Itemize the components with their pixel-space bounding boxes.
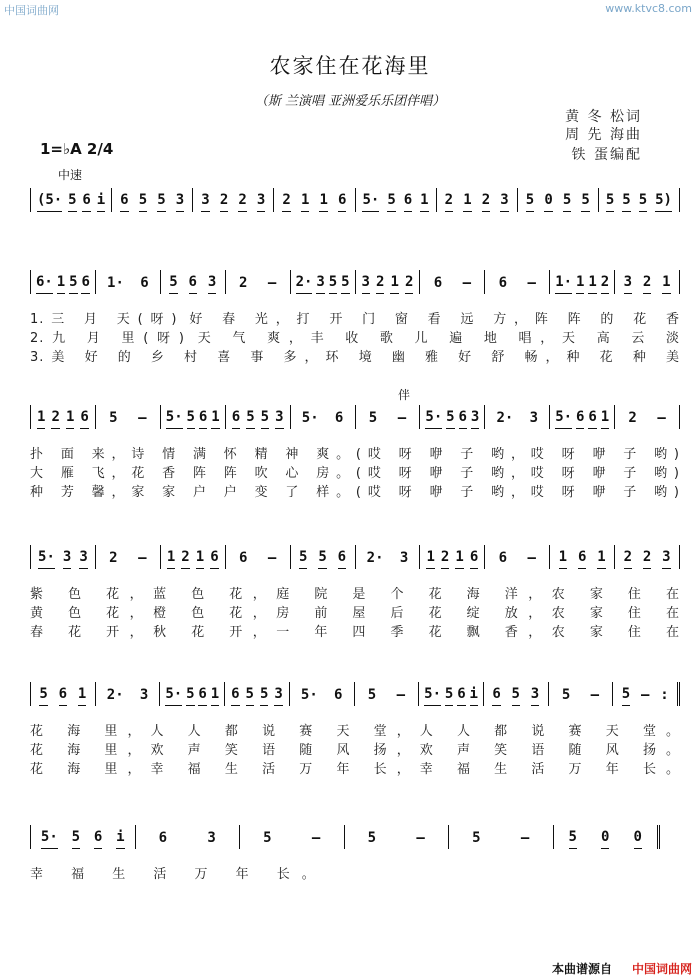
note: 1 <box>319 192 327 212</box>
note: 3 <box>257 192 265 212</box>
measure <box>31 825 136 849</box>
note: – <box>527 275 536 291</box>
note: i <box>97 192 105 212</box>
tempo-marking: 中速 <box>58 168 83 182</box>
lyric-line <box>30 720 680 739</box>
note: 5 <box>581 192 589 212</box>
note: 5 <box>367 687 377 703</box>
note: 1 <box>57 274 65 294</box>
note: 1 <box>167 549 175 569</box>
measure <box>485 405 550 429</box>
measure <box>240 825 345 849</box>
note: 5· <box>555 409 572 429</box>
measure <box>420 545 485 569</box>
measure <box>355 682 420 706</box>
note: 2 <box>405 274 413 294</box>
note: 3 <box>275 409 283 429</box>
note: 2 <box>445 192 453 212</box>
note: 6 <box>231 686 239 706</box>
note: 6 <box>578 549 586 569</box>
key-signature: 1=♭A 2/4 <box>40 140 114 158</box>
lyric-text: 1.三 月 天(呀) 好 春 光，打 开 门 窗 看 远 方，阵 阵 的 花 香 <box>30 312 680 327</box>
note: 2· <box>366 550 384 566</box>
measure <box>615 270 680 294</box>
note: 5 <box>72 829 80 849</box>
lyric-text: 紫 色 花，蓝 色 花，庭 院 是 个 花 海 洋，农 家 住 在 <box>30 587 680 602</box>
note: 1 <box>597 549 605 569</box>
note: 1 <box>211 686 219 706</box>
note: 3 <box>471 409 479 429</box>
credit-arranger: 铁 蛋编配 <box>571 147 642 163</box>
note: 1 <box>301 192 309 212</box>
note: 3 <box>399 550 409 566</box>
lyric-text: 花 海 里，人 人 都 说 赛 天 堂，人 人 都 说 赛 天 堂。 <box>30 724 680 739</box>
note: 6 <box>498 275 508 291</box>
lyric-line <box>30 602 680 621</box>
note: 5 <box>109 410 118 426</box>
measure <box>613 682 680 706</box>
measure <box>193 188 274 212</box>
measure <box>419 682 484 706</box>
note: (5· <box>37 192 62 212</box>
note: – <box>311 830 321 846</box>
notation-line <box>30 825 660 849</box>
note: 1 <box>455 549 463 569</box>
note: 2 <box>238 192 246 212</box>
note: 2 <box>482 192 490 212</box>
note: 6 <box>338 549 346 569</box>
note: 6 <box>80 409 88 429</box>
note: 2 <box>238 275 248 291</box>
note: 1 <box>390 274 398 294</box>
measure <box>550 405 615 429</box>
measure <box>274 188 355 212</box>
note: 1· <box>107 275 124 291</box>
note: 1 <box>196 549 204 569</box>
note: – <box>267 550 277 566</box>
note: 6 <box>82 192 90 212</box>
note: 2 <box>628 410 637 426</box>
note: – <box>396 687 405 703</box>
note: – <box>397 410 407 426</box>
lyric-line <box>30 308 680 327</box>
note: – <box>416 830 425 846</box>
measure <box>112 188 193 212</box>
note: 2 <box>643 274 651 294</box>
note: – <box>640 687 650 703</box>
lyric-line <box>30 863 660 882</box>
note: 6 <box>459 409 467 429</box>
note: 5 <box>246 686 254 706</box>
note: 2 <box>376 274 384 294</box>
note: 3 <box>316 274 324 294</box>
note: i <box>470 686 478 706</box>
note: 5 <box>387 192 395 212</box>
note: 3 <box>207 830 216 846</box>
lyric-text: 黄 色 花，橙 色 花，房 前 屋 后 花 绽 放，农 家 住 在 <box>30 606 680 621</box>
note: 6 <box>232 409 240 429</box>
notation-line <box>30 545 680 569</box>
measure <box>161 270 226 294</box>
note: 5 <box>139 192 147 212</box>
measure <box>554 825 661 849</box>
note: 5 <box>187 409 195 429</box>
note: 6 <box>498 550 508 566</box>
note: – <box>267 275 277 291</box>
note: 1 <box>420 192 428 212</box>
measure <box>345 825 450 849</box>
note: 5 <box>446 409 454 429</box>
note: 3 <box>662 549 670 569</box>
measure <box>356 188 437 212</box>
lyric-text: 3.美 好 的 乡 村 喜 事 多，环 境 幽 雅 好 舒 畅，种 花 种 美 <box>30 350 680 365</box>
note: 1 <box>211 409 219 429</box>
note: : <box>660 687 669 703</box>
lyric-line <box>30 621 680 640</box>
lyric-text: 扑 面 来，诗 情 满 怀 精 神 爽。(哎 呀 咿 子 哟，哎 呀 咿 子 哟) <box>30 447 680 462</box>
note: 5 <box>367 830 377 846</box>
measure <box>226 545 291 569</box>
note: 6 <box>158 830 168 846</box>
measure <box>225 682 290 706</box>
measure <box>160 682 225 706</box>
measure <box>356 270 421 294</box>
note: 5 <box>69 274 77 294</box>
lyric-line <box>30 758 680 777</box>
note: 6 <box>198 686 206 706</box>
measure <box>599 188 680 212</box>
note: 2 <box>181 549 189 569</box>
measure <box>31 545 96 569</box>
lyric-text: 幸 福 生 活 万 年 长。 <box>30 867 327 882</box>
note: 3 <box>208 274 216 294</box>
notation-line <box>30 188 680 212</box>
lyric-line <box>30 462 680 481</box>
measure <box>291 405 356 429</box>
measure <box>420 270 485 294</box>
note: 0 <box>544 192 552 212</box>
note: 6 <box>470 549 478 569</box>
note: – <box>138 410 147 426</box>
measure <box>356 545 421 569</box>
note: 6 <box>140 275 149 291</box>
note: 1· <box>555 274 572 294</box>
note: 3 <box>176 192 184 212</box>
note: 6 <box>334 410 344 426</box>
note: 5 <box>263 830 272 846</box>
note: 2 <box>441 549 449 569</box>
note: 3 <box>201 192 209 212</box>
measure <box>31 682 96 706</box>
note: 5 <box>157 192 165 212</box>
lyric-line <box>30 346 680 365</box>
note: 2 <box>109 550 118 566</box>
note: 3 <box>274 686 282 706</box>
notation-line <box>30 270 680 294</box>
note: 5· <box>41 829 58 849</box>
note: 5 <box>512 686 520 706</box>
note: 0 <box>601 829 609 849</box>
note: 5· <box>425 409 442 429</box>
watermark-left: 中国词曲网 <box>4 4 59 17</box>
note: 2· <box>496 410 514 426</box>
measure <box>549 682 614 706</box>
note: 6 <box>94 829 102 849</box>
measure <box>161 405 226 429</box>
song-subtitle: （斯 兰演唱 亚洲爱乐乐团伴唱） <box>254 94 446 109</box>
note: 6 <box>492 686 500 706</box>
lyric-text: 花 海 里，欢 声 笑 语 随 风 扬，欢 声 笑 语 随 风 扬。 <box>30 743 680 758</box>
note: 6 <box>238 550 248 566</box>
note: 5 <box>622 192 630 212</box>
measure <box>226 405 291 429</box>
note: 6· <box>36 274 53 294</box>
accompaniment-label: 伴 <box>398 388 411 402</box>
note: 2 <box>624 549 632 569</box>
note: 5 <box>246 409 254 429</box>
note: 5 <box>186 686 194 706</box>
note: 6 <box>433 275 443 291</box>
note: 1 <box>426 549 434 569</box>
watermark-right: www.ktvc8.com <box>605 2 692 15</box>
note: 6 <box>189 274 197 294</box>
note: 5 <box>261 409 269 429</box>
note: 5 <box>526 192 534 212</box>
note: 3 <box>500 192 508 212</box>
notation-line <box>30 682 680 706</box>
note: 1 <box>78 686 86 706</box>
measure <box>485 545 550 569</box>
note: 0 <box>634 829 642 849</box>
note: 5 <box>472 830 481 846</box>
measure <box>96 682 161 706</box>
note: 2· <box>296 274 313 294</box>
note: 6 <box>404 192 412 212</box>
note: 1 <box>463 192 471 212</box>
measure <box>31 270 96 294</box>
note: 2· <box>106 687 124 703</box>
note: 6 <box>199 409 207 429</box>
note: 2 <box>282 192 290 212</box>
measure <box>291 270 356 294</box>
footer-source-label: 本曲谱源自 <box>552 962 613 976</box>
note: 5 <box>606 192 614 212</box>
measure <box>31 405 96 429</box>
note: 2 <box>51 409 59 429</box>
note: 5 <box>569 829 577 849</box>
note: 1 <box>37 409 45 429</box>
lyric-text: 花 海 里，幸 福 生 活 万 年 长，幸 福 生 活 万 年 长。 <box>30 762 680 777</box>
note: – <box>520 830 530 846</box>
measure <box>136 825 241 849</box>
measure <box>96 405 161 429</box>
note: 5· <box>166 409 183 429</box>
note: 5 <box>561 687 571 703</box>
note: 5· <box>301 410 319 426</box>
note: 5· <box>362 192 379 212</box>
measure <box>96 545 161 569</box>
song-title: 农家住在花海里 <box>269 54 431 78</box>
note: 5 <box>368 410 378 426</box>
note: 1 <box>588 274 596 294</box>
measure <box>161 545 226 569</box>
measure <box>550 545 615 569</box>
note: 1 <box>559 549 567 569</box>
note: 1 <box>601 409 609 429</box>
lyric-text: 2.九 月 里(呀) 天 气 爽，丰 收 歌 儿 遍 地 唱，天 高 云 淡 <box>30 331 680 346</box>
note: 3 <box>529 410 539 426</box>
note: 1 <box>576 274 584 294</box>
note: 5· <box>424 686 441 706</box>
note: 2 <box>601 274 609 294</box>
note: 5 <box>318 549 326 569</box>
measure <box>291 545 356 569</box>
note: i <box>116 829 124 849</box>
note: 5 <box>445 686 453 706</box>
note: 6 <box>576 409 584 429</box>
lyric-text: 春 花 开，秋 花 开，一 年 四 季 花 飘 香，农 家 住 在 <box>30 625 680 640</box>
note: 3 <box>139 687 149 703</box>
measure <box>485 270 550 294</box>
note: 6 <box>120 192 128 212</box>
note: – <box>590 687 600 703</box>
note: 5· <box>300 687 318 703</box>
lyric-line <box>30 739 680 758</box>
lyric-line <box>30 583 680 602</box>
measure <box>484 682 549 706</box>
note: 5 <box>329 274 337 294</box>
measure <box>449 825 554 849</box>
lyric-line <box>30 327 680 346</box>
credit-composer: 周 先 海曲 <box>565 127 642 143</box>
lyric-text: 种 芳 馨，家 家 户 户 变 了 样。(哎 呀 咿 子 哟，哎 呀 咿 子 哟) <box>30 485 680 500</box>
measure <box>518 188 599 212</box>
lyric-line <box>30 481 680 500</box>
measure <box>615 405 680 429</box>
note: 2 <box>220 192 228 212</box>
note: – <box>657 410 666 426</box>
measure <box>96 270 161 294</box>
lyric-line <box>30 443 680 462</box>
note: 5 <box>299 549 307 569</box>
note: 3 <box>362 274 370 294</box>
note: 3 <box>624 274 632 294</box>
note: 6 <box>59 686 67 706</box>
note: 5· <box>165 686 182 706</box>
note: 5 <box>639 192 647 212</box>
note: 3 <box>63 549 71 569</box>
note: – <box>138 550 147 566</box>
notation-line <box>30 405 680 429</box>
note: 5 <box>68 192 76 212</box>
note: 5 <box>260 686 268 706</box>
measure <box>420 405 485 429</box>
credit-lyricist: 黄 冬 松词 <box>565 109 642 125</box>
measure <box>290 682 355 706</box>
lyric-text: 大 雁 飞，花 香 阵 阵 吹 心 房。(哎 呀 咿 子 哟，哎 呀 咿 子 哟) <box>30 466 680 481</box>
note: 6 <box>338 192 346 212</box>
note: 3 <box>531 686 539 706</box>
measure <box>437 188 518 212</box>
measure <box>31 188 112 212</box>
note: 6 <box>81 274 89 294</box>
note: 5 <box>563 192 571 212</box>
measure <box>615 545 680 569</box>
note: 3 <box>79 549 87 569</box>
note: 6 <box>333 687 343 703</box>
note: 1 <box>662 274 670 294</box>
note: 5 <box>169 274 177 294</box>
note: 5) <box>655 192 672 212</box>
note: 1 <box>66 409 74 429</box>
note: 5 <box>39 686 47 706</box>
note: 5 <box>341 274 349 294</box>
note: 5· <box>38 549 55 569</box>
note: 5 <box>622 686 630 706</box>
note: – <box>462 275 472 291</box>
note: 6 <box>210 549 218 569</box>
measure <box>226 270 291 294</box>
footer-site-name: 中国词曲网 <box>632 962 693 976</box>
note: 6 <box>457 686 465 706</box>
note: 2 <box>643 549 651 569</box>
measure <box>550 270 615 294</box>
measure <box>356 405 421 429</box>
note: 6 <box>588 409 596 429</box>
note: – <box>527 550 536 566</box>
